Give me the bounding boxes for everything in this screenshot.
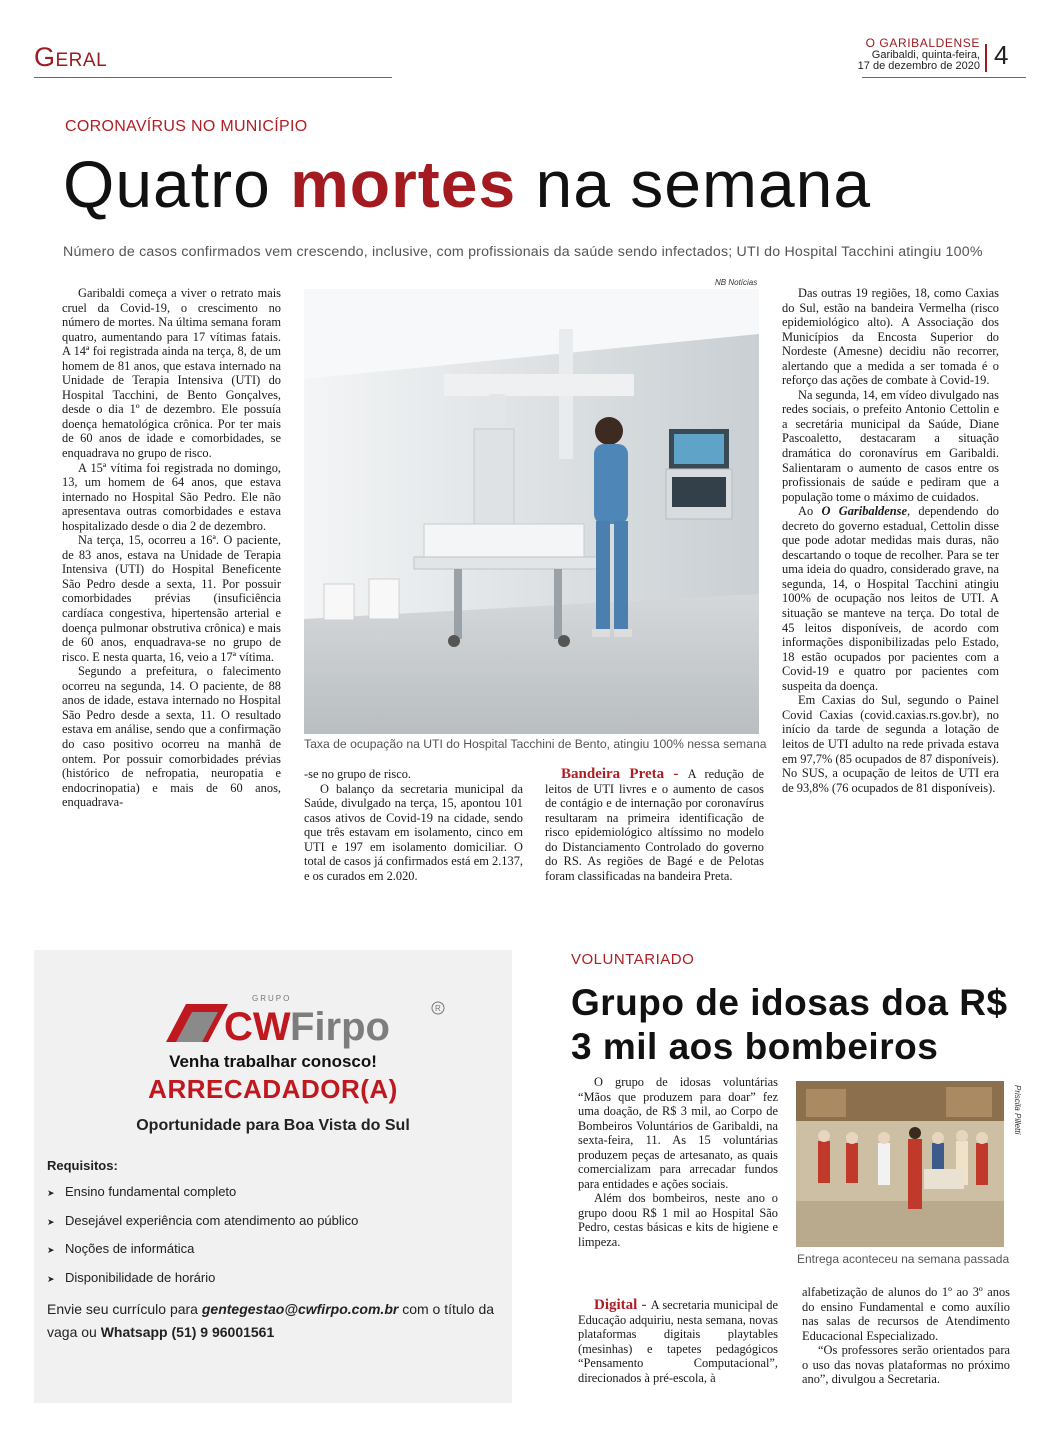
story2-headline: Grupo de idosas doa R$ 3 mil aos bombeiros	[571, 982, 1008, 1067]
ad-role: ARRECADADOR(A)	[148, 1074, 398, 1104]
headline-part-1: Quatro	[63, 147, 291, 221]
paragraph-text: A redução de leitos de UTI livres e o aumento de casos de contágio e de internação por coronavírus resultaram na primeira identificação de risco epidemiológico altíssimo no modelo do Distanciamento Controlado do governo do RS. As regiões de Bagé e de Pelotas foram classificadas na bandeira Preta.	[545, 767, 764, 883]
masthead-rule	[862, 77, 1026, 78]
ad-requirements-list	[47, 1184, 358, 1298]
bullet-icon: ➤	[47, 1188, 55, 1198]
list-item	[47, 1184, 358, 1213]
bullet-icon: ➤	[47, 1216, 55, 1227]
story-subhead: Número de casos confirmados vem crescendo, inclusive, com profissionais da saúde sendo infectados; UTI do Hospital Tacchini atingiu 100%	[63, 244, 983, 260]
page-number: 4	[994, 40, 1009, 70]
paragraph: O grupo de idosas voluntárias “Mãos que produzem para doar” fez uma doação, de R$ 3 mil, ao Corpo de Bombeiros Voluntários de Garibaldi, na sexta-feira, 11. As 15 voluntárias produzem peças de artesanato, as quais comercializam para arrecadar fundos para entidades e ações sociais.	[578, 1075, 778, 1191]
ad-call-to-action	[47, 1298, 507, 1344]
dateline-1: Garibaldi, quinta-feira,	[871, 48, 980, 61]
article-column-3	[545, 767, 764, 883]
paragraph: A 15ª vítima foi registrada no domingo, 13, um homem de 64 anos, que estava internado no Hospital São Pedro. Ele não apresentava outras comorbidades e estava hospitalizado desde o dia 2 de dezembro.	[62, 460, 281, 533]
paragraph: Na segunda, 14, em vídeo divulgado nas redes sociais, o prefeito Antonio Cettolin e a secretária municipal da Saúde, Diane Pascoaletto, destacaram a situação dramática do coronavírus em Garibaldi. Salientaram o aumento de casos entre os profissionais de saúde e pediram que a população tome o máximo de cuidados.	[782, 387, 999, 504]
story2-column-2	[802, 1285, 1010, 1387]
job-ad	[34, 950, 512, 1403]
headline-part-2: na semana	[516, 147, 872, 221]
paragraph: Além dos bombeiros, neste ano o grupo doou R$ 1 mil ao Hospital São Pedro, cestas básicas e kits de higiene e limpeza.	[578, 1191, 778, 1250]
list-item-label: Disponibilidade de horário	[65, 1269, 216, 1285]
cta-text: Envie seu currículo para	[47, 1301, 202, 1317]
subsection-lead: Digital -	[594, 1297, 651, 1313]
donation-illustration	[796, 1081, 1004, 1247]
story2-column-1b	[578, 1298, 778, 1385]
section-title: Geral	[34, 42, 108, 72]
paragraph: “Os professores serão orientados para o uso das novas plataformas no próximo ano”, divulgou a Secretaria.	[802, 1343, 1010, 1387]
paper-masthead	[858, 38, 980, 73]
paragraph: Segundo a prefeitura, o falecimento ocorreu na segunda, 14. O paciente, de 88 anos de idade, estava internado no Hospital São Pedro desde a sexta, 11. O resultado estava em análise, sendo que a confirmação do caso positivo ocorreu na manhã de ontem. Por possuir comorbidades prévias (histórico de nefropatia, neuropatia e endocrinopatia) e mais de 60 anos, enquadrava-	[62, 664, 281, 810]
list-item	[47, 1241, 358, 1270]
story2-kicker: VOLUNTARIADO	[571, 951, 695, 968]
list-item-label: Ensino fundamental completo	[65, 1184, 237, 1199]
story-headline	[63, 146, 871, 222]
logo-firpo-text: Firpo	[290, 1005, 390, 1049]
article-column-4	[782, 286, 999, 795]
photo2-caption: Entrega aconteceu na semana passada	[797, 1252, 1010, 1266]
paragraph: O balanço da secretaria municipal da Saúde, divulgado na terça, 15, apontou 101 casos ativos de Covid-19 na cidade, sendo que três estavam em isolamento, cinco em UTI e 197 em isolamento domiciliar. O total de casos já confirmados está em 2.137, e os curados em 2.020.	[304, 781, 523, 883]
paper-name: O GARIBALDENSE	[865, 36, 980, 50]
list-item	[47, 1270, 358, 1299]
paragraph	[578, 1298, 778, 1385]
headline-highlight: mortes	[290, 147, 517, 221]
donation-photo	[796, 1081, 1004, 1247]
paragraph-text: Ao	[798, 504, 822, 519]
ad-email-link[interactable]: gentegestao@cwfirpo.com.br	[201, 1301, 399, 1317]
paragraph: Na terça, 15, ocorreu a 16ª. O paciente, de 83 anos, estava na Unidade de Terapia Intensiva (UTI) do Hospital Beneficente São Pedro desde a sexta, 11. Por possuir comorbidades prévias (insuficiência cardíaca congestiva, hipertensão arterial e doença pulmonar obstrutiva crônica) e mais de 60 anos, enquadrava-se no grupo de risco. E nesta quarta, 16, veio a 17ª vítima.	[62, 533, 281, 664]
article-column-1	[62, 286, 281, 810]
ad-whatsapp: Whatsapp (51) 9 96001561	[100, 1324, 275, 1340]
section-rule	[34, 77, 392, 78]
logo-cw-text: CW	[224, 1005, 291, 1049]
photo-credit: NB Notícias	[715, 278, 758, 287]
bullet-icon: ➤	[47, 1245, 55, 1255]
subsection-lead: Bandeira Preta -	[561, 766, 688, 782]
paragraph: Das outras 19 regiões, 18, como Caxias do Sul, estão na bandeira Vermelha (risco epidemiológico alto). A Associação dos Municípios da Encosta Superior do Nordeste (Amesne) decidiu não recorrer, alertando que a medida a ser tomada é o reforço das ações de combate à Covid-19.	[782, 286, 999, 388]
icu-photo	[304, 289, 759, 734]
ad-opportunity: Oportunidade para Boa Vista do Sul	[136, 1117, 410, 1134]
paragraph: Em Caxias do Sul, segundo o Painel Covid Caxias (covid.caxias.rs.gov.br), no início da tarde de segunda a lotação de leitos de UTI adulto na rede privada estava em 97,7% (85 ocupados de 87 disponíveis). No SUS, a ocupação de leitos de UTI era de 93,8% (76 ocupados de 81 disponíveis).	[782, 693, 999, 795]
photo-caption: Taxa de ocupação na UTI do Hospital Tacchini de Bento, atingiu 100% nessa semana	[304, 737, 767, 751]
registered-mark: R	[435, 1004, 441, 1013]
list-item-label: Noções de informática	[65, 1241, 195, 1256]
bullet-icon: ➤	[47, 1273, 55, 1284]
list-item	[47, 1213, 358, 1242]
list-item-label: Desejável experiência com atendimento ao público	[65, 1212, 359, 1228]
dateline-2: 17 de dezembro de 2020	[857, 60, 980, 72]
paragraph	[545, 767, 764, 883]
cwfirpo-logo	[166, 990, 466, 1050]
photo2-credit: Priscila Pilletti	[1013, 1085, 1022, 1135]
logo-group-text: GRUPO	[252, 994, 292, 1003]
story-kicker: CORONAVÍRUS NO MUNICÍPIO	[65, 118, 308, 135]
ad-tagline: Venha trabalhar conosco!	[169, 1052, 377, 1071]
paragraph	[782, 504, 999, 693]
paragraph-text: A secretaria municipal de Educação adquiriu, nesta semana, novas plataformas digitais playtables (mesinhas) e tapetes pedagógicos “Pensamento Computacional”, direcionados à pré-escola, à	[578, 1298, 778, 1385]
ad-requirements-title: Requisitos:	[47, 1158, 118, 1173]
article-column-2	[304, 767, 523, 883]
page-number-divider	[985, 44, 987, 72]
paragraph: Garibaldi começa a viver o retrato mais cruel da Covid-19, o crescimento no número de mortes. Na última semana foram quatro, aumentando para 17 vítimas fatais. A 14ª foi registrada ainda na terça, 8, de um homem de 81 anos, que estava internado na Unidade de Terapia Intensiva (UTI) do Hospital Tacchini, de Bento Gonçalves, desde o dia 1º de dezembro. Ele possuía doença hematológica crônica. Por ter mais de 60 anos de idade e comorbidades, se enquadrava no grupo de risco.	[62, 286, 281, 461]
icu-illustration	[304, 289, 759, 734]
story2-column-1	[578, 1075, 778, 1250]
paragraph: -se no grupo de risco.	[304, 767, 412, 781]
paragraph-text: , dependendo do decreto do governo estadual, Cettolin disse que pode adotar medidas mais duras, não descartando o toque de recolher. Para se ter uma ideia do quadro, considerado grave, na segunda, 14, o Hospital Tacchini atingiu 100% de ocupação nos leitos de UTI. A situação se manteve na terça. Do total de 45 leitos disponíveis, de acordo com informações disponibilizadas pelo Estado, 18 estão ocupados por pacientes com a Covid-19 e quatro por pacientes com suspeita da doença.	[782, 504, 999, 693]
paper-name-emphasis: O Garibaldense	[821, 504, 907, 519]
paragraph: alfabetização de alunos do 1º ao 3º anos do ensino Fundamental e como auxílio nas salas de recursos de Atendimento Educacional Especializado.	[802, 1285, 1010, 1343]
cta-text: com o título da vaga ou	[47, 1301, 495, 1340]
